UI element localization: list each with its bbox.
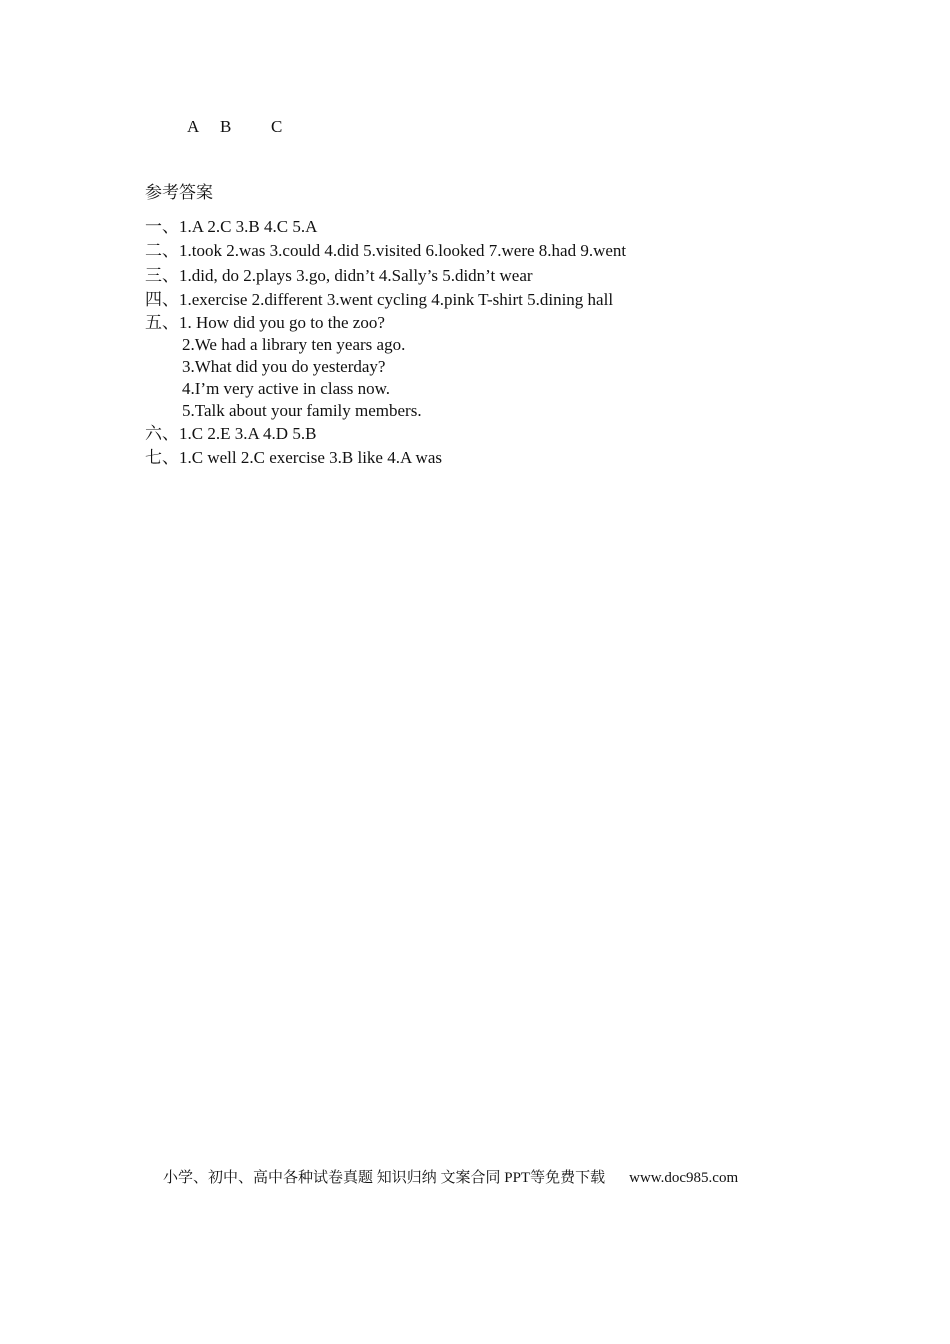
answer-section-4: 四、1.exercise 2.different 3.went cycling 4.pink T-shirt 5.dining hall	[145, 290, 614, 309]
option-c-label: C	[271, 117, 283, 136]
option-a-label: A	[187, 117, 200, 136]
answer-key-title: 参考答案	[145, 183, 213, 202]
answer-section-6: 六、1.C 2.E 3.A 4.D 5.B	[145, 424, 317, 443]
answer-section-5-item: 2.We had a library ten years ago.	[182, 335, 406, 354]
option-b-label: B	[220, 117, 232, 136]
answer-section-2: 二、1.took 2.was 3.could 4.did 5.visited 6.looked 7.were 8.had 9.went	[145, 241, 627, 260]
answer-section-3: 三、1.did, do 2.plays 3.go, didn’t 4.Sally’s 5.didn’t wear	[145, 266, 533, 285]
answer-section-7: 七、1.C well 2.C exercise 3.B like 4.A was	[145, 448, 442, 467]
page-footer	[163, 1168, 738, 1188]
answer-section-5-item: 4.I’m very active in class now.	[182, 379, 391, 398]
answer-section-5-item: 5.Talk about your family members.	[182, 401, 422, 420]
answer-section-5-item: 3.What did you do yesterday?	[182, 357, 386, 376]
footer-site-link[interactable]: www.doc985.com	[629, 1170, 739, 1186]
answer-section-5: 五、1. How did you go to the zoo?	[145, 313, 385, 332]
footer-text: 小学、初中、高中各种试卷真题 知识归纳 文案合同 PPT等免费下载	[163, 1170, 606, 1186]
answer-section-1: 一、1.A 2.C 3.B 4.C 5.A	[145, 217, 318, 236]
